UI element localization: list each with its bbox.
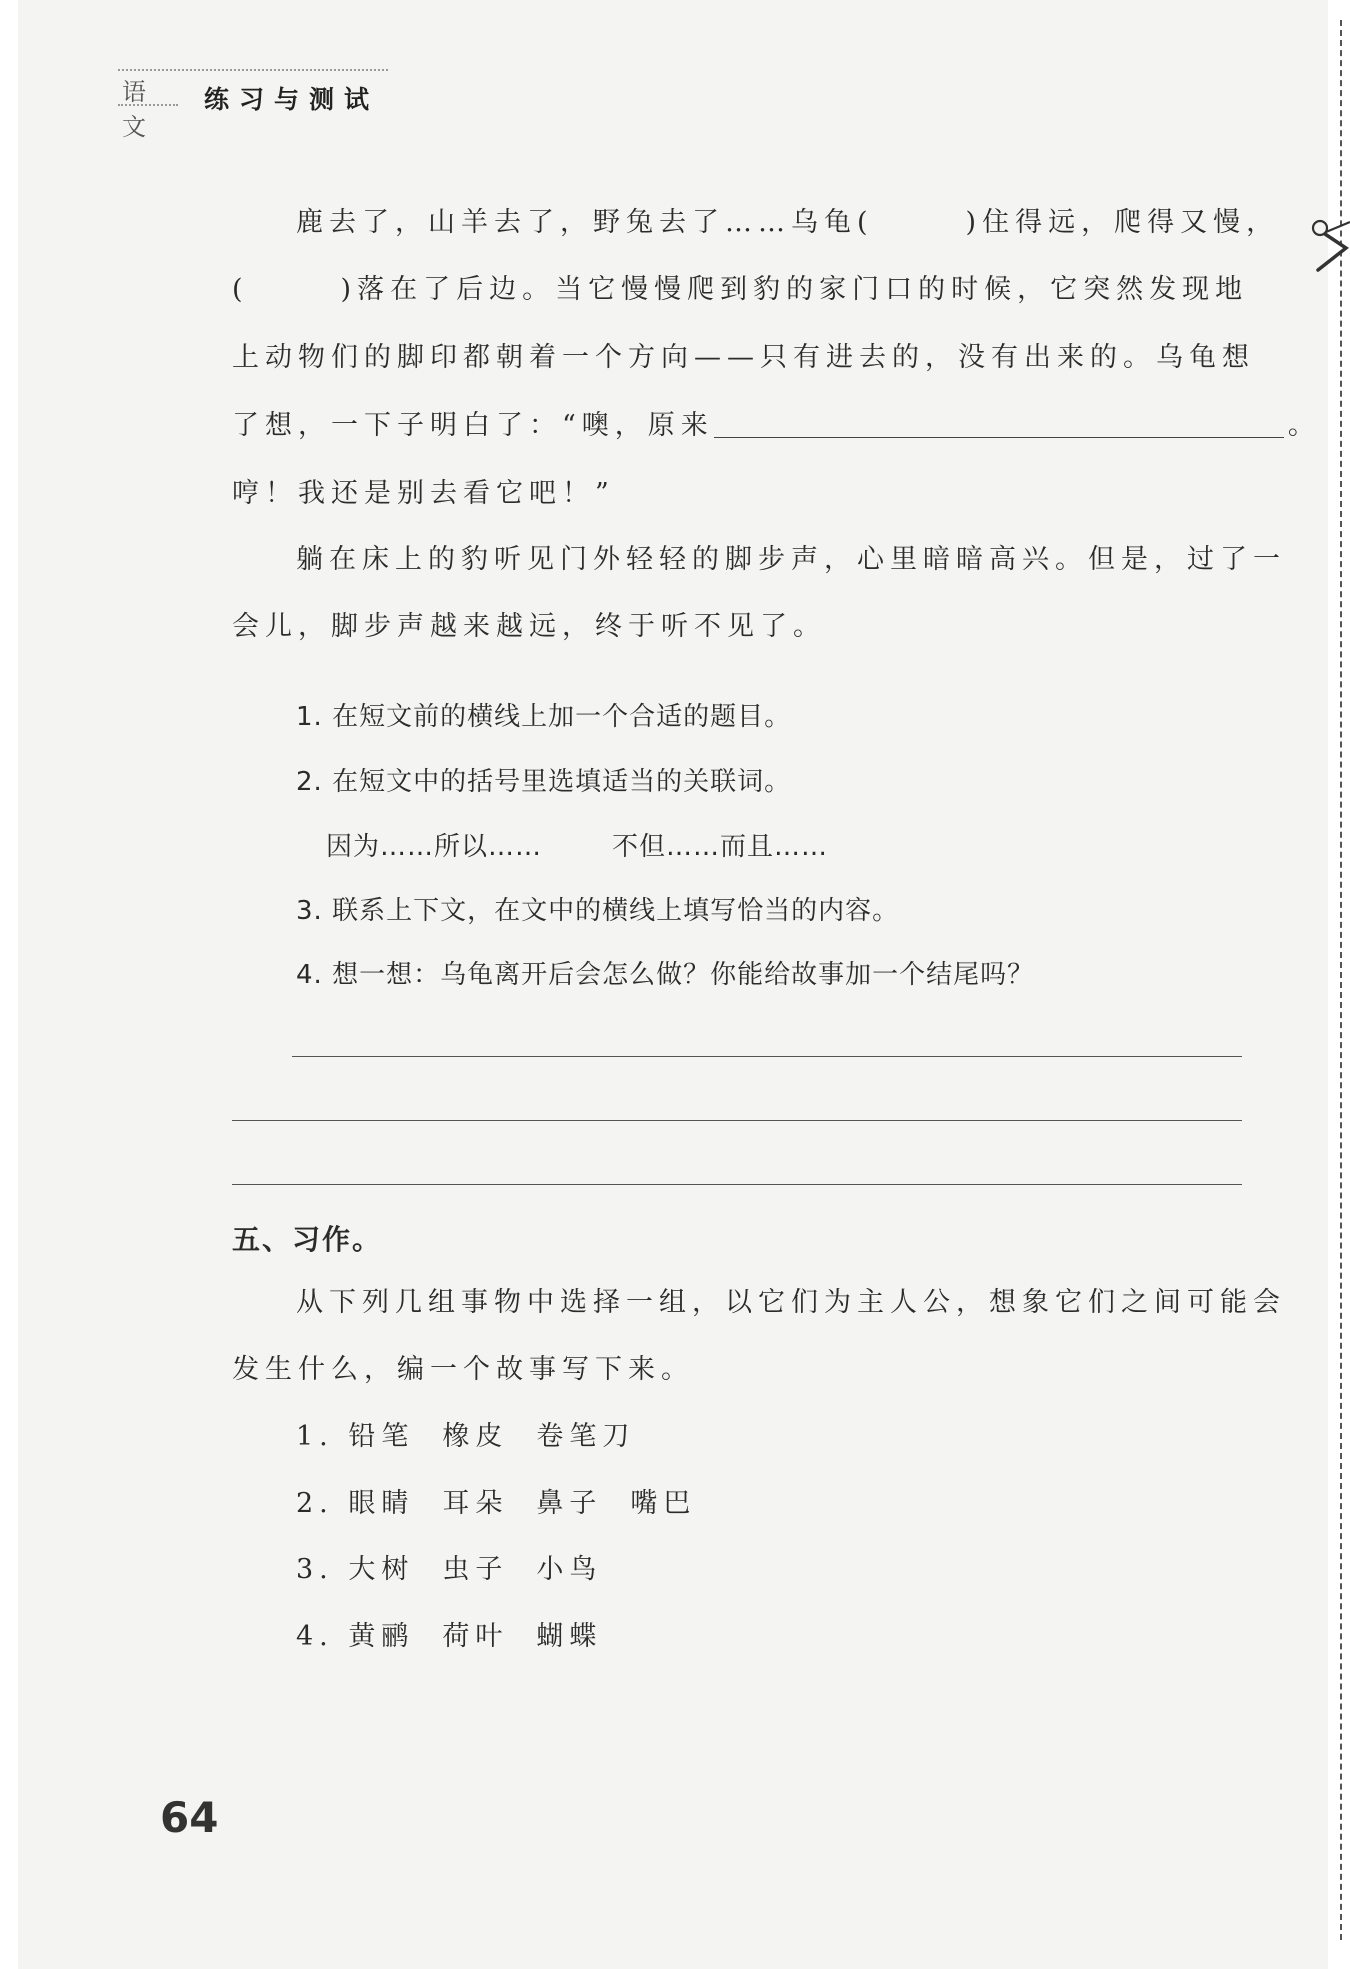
group-number: 2. — [296, 1488, 334, 1519]
fill-in-underline[interactable] — [714, 413, 1284, 438]
topic-group-2 — [296, 1487, 1306, 1521]
answer-line-2[interactable] — [232, 1120, 1242, 1121]
answer-line-3[interactable] — [232, 1184, 1242, 1185]
passage-text: )住得远，爬得又慢， — [965, 207, 1280, 238]
topic-item: 蝴蝶 — [536, 1621, 603, 1652]
question-1: 1. 在短文前的横线上加一个合适的题目。 — [296, 702, 792, 732]
passage-line-2 — [232, 273, 1249, 307]
passage-text: ( — [232, 274, 249, 305]
group-number: 4. — [296, 1621, 334, 1652]
header-dotted-rule-short — [118, 104, 178, 106]
page-number: 64 — [160, 1793, 219, 1842]
topic-group-4 — [296, 1620, 1306, 1654]
section-5-intro-line-2: 发生什么，编一个故事写下来。 — [232, 1354, 694, 1385]
passage-line-1 — [296, 206, 1306, 240]
passage-text: 了想，一下子明白了：“噢，原来 — [232, 410, 714, 441]
topic-item: 嘴巴 — [630, 1488, 697, 1519]
group-number: 3. — [296, 1554, 334, 1585]
header-dotted-rule — [118, 69, 388, 71]
question-2: 2. 在短文中的括号里选填适当的关联词。 — [296, 767, 792, 797]
topic-group-3 — [296, 1553, 1306, 1587]
passage-line-5: 哼！我还是别去看它吧！” — [232, 478, 615, 509]
section-5-intro-line-1: 从下列几组事物中选择一组，以它们为主人公，想象它们之间可能会 — [296, 1287, 1286, 1318]
section-5-title: 五、习作。 — [232, 1223, 383, 1256]
topic-group-1 — [296, 1420, 1306, 1454]
topic-item: 卷笔刀 — [536, 1421, 636, 1452]
topic-item: 橡皮 — [442, 1421, 509, 1452]
worksheet-page — [18, 0, 1328, 1969]
cut-line — [1340, 20, 1342, 1940]
question-2-options — [326, 830, 1336, 864]
option-not-only-but-also: 不但……而且…… — [612, 832, 829, 862]
topic-item: 铅笔 — [348, 1421, 415, 1452]
topic-item: 鼻子 — [536, 1488, 603, 1519]
topic-item: 小鸟 — [536, 1554, 603, 1585]
answer-line-1[interactable] — [292, 1056, 1242, 1057]
passage-line-7: 会儿，脚步声越来越远，终于听不见了。 — [232, 611, 826, 642]
passage-text: 。 — [1287, 410, 1321, 441]
topic-item: 大树 — [348, 1554, 415, 1585]
passage-text: 鹿去了，山羊去了，野兔去了……乌龟( — [296, 207, 874, 238]
scissors-icon — [1310, 218, 1350, 276]
passage-line-6: 躺在床上的豹听见门外轻轻的脚步声，心里暗暗高兴。但是，过了一 — [296, 544, 1286, 575]
passage-line-4 — [232, 409, 1321, 443]
passage-text: )落在了后边。当它慢慢爬到豹的家门口的时候，它突然发现地 — [340, 274, 1249, 305]
question-4: 4. 想一想：乌龟离开后会怎么做？你能给故事加一个结尾吗？ — [296, 960, 1035, 990]
question-3: 3. 联系上下文，在文中的横线上填写恰当的内容。 — [296, 896, 900, 926]
topic-item: 黄鹂 — [348, 1621, 415, 1652]
topic-item: 眼睛 — [348, 1488, 415, 1519]
topic-item: 荷叶 — [442, 1621, 509, 1652]
book-title: 练习与测试 — [204, 85, 380, 114]
group-number: 1. — [296, 1421, 334, 1452]
topic-item: 虫子 — [442, 1554, 509, 1585]
option-because-so: 因为……所以…… — [326, 832, 543, 862]
topic-item: 耳朵 — [442, 1488, 509, 1519]
passage-line-3: 上动物们的脚印都朝着一个方向——只有进去的，没有出来的。乌龟想 — [232, 342, 1255, 373]
subject-label: 语文 — [122, 78, 148, 141]
